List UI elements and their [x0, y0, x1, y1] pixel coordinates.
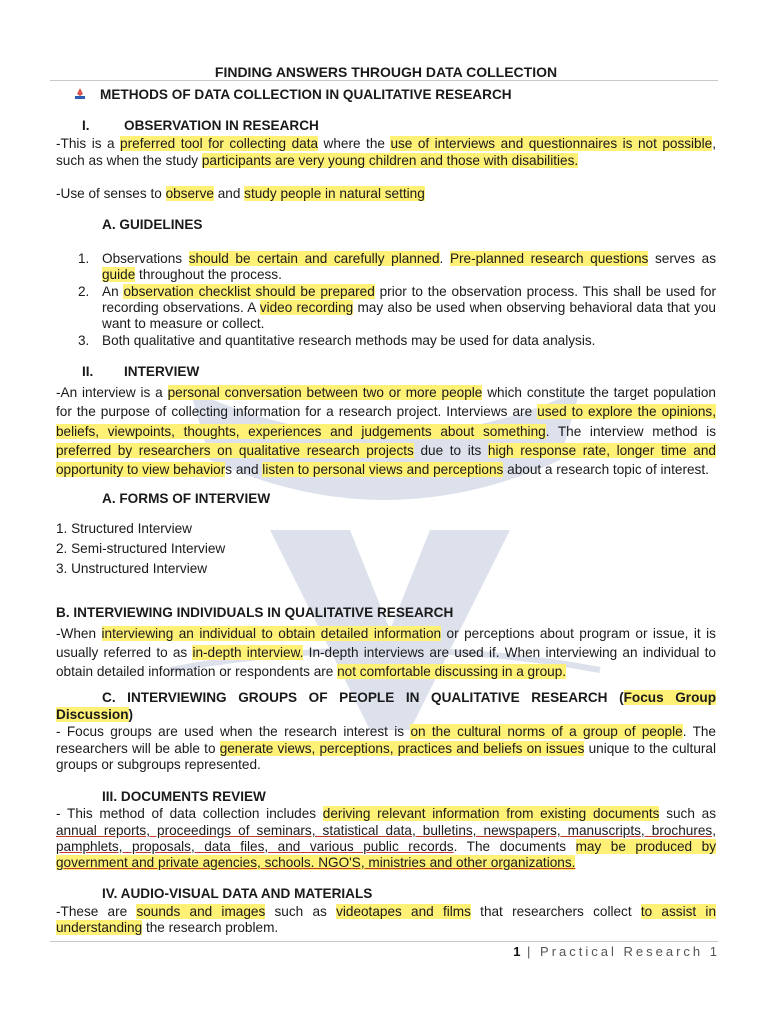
individuals-heading: B. INTERVIEWING INDIVIDUALS IN QUALITATIVE RESEARCH — [56, 605, 454, 620]
guideline-1-line2: guide throughout the process. — [102, 267, 282, 282]
individuals-line1: -When interviewing an individual to obtain detailed information or perceptions about program or issue, it is — [56, 626, 716, 641]
groups-line1: - Focus groups are used when the research interest is on the cultural norms of a group of people. The — [56, 724, 716, 739]
documents-line4: government and private agencies, schools. NGO'S, ministries and other organizations. — [56, 855, 576, 870]
page-footer — [513, 944, 720, 959]
audiovisual-line2: understanding the research problem. — [56, 920, 279, 935]
documents-line2: annual reports, proceedings of seminars, statistical data, bulletins, newspapers, manuscripts, brochures, — [56, 823, 716, 838]
guideline-2-line1: An observation checklist should be prepared prior to the observation process. This shall be used for — [102, 284, 716, 299]
interview-line5: opportunity to view behaviors and listen to personal views and perceptions about a research topic of interest. — [56, 462, 709, 477]
guideline-1-line1: Observations should be certain and carefully planned. Pre-planned research questions serves as — [102, 251, 716, 266]
interview-line4: preferred by researchers on qualitative research projects due to its high response rate, longer time and — [56, 443, 716, 458]
pin-icon — [74, 88, 86, 100]
form-item-2: 2. Semi-structured Interview — [56, 541, 226, 556]
observation-p2: -Use of senses to observe and study people in natural setting — [56, 186, 425, 201]
interview-heading — [56, 364, 716, 380]
groups-line2: researchers will be able to generate views, perceptions, practices and beliefs on issues unique to the cultural — [56, 741, 716, 756]
documents-heading: III. DOCUMENTS REVIEW — [102, 789, 266, 804]
guideline-2-num: 2. — [78, 284, 90, 299]
interview-heading-text: INTERVIEW — [124, 364, 200, 379]
documents-line3: pamphlets, proposals, data files, and various public records. The documents may be produced by — [56, 839, 716, 854]
footer-text: Practical Research 1 — [540, 944, 720, 959]
audiovisual-line1: -These are sounds and images such as videotapes and films that researchers collect to assist in — [56, 904, 717, 919]
guideline-1-num: 1. — [78, 251, 90, 266]
observation-heading-text: OBSERVATION IN RESEARCH — [124, 118, 319, 133]
observation-num: I. — [82, 118, 90, 133]
guideline-2-line2: recording observations. A video recording may also be used when observing behavioral data that you — [102, 300, 716, 315]
groups-heading-line1: C. INTERVIEWING GROUPS OF PEOPLE IN QUALITATIVE RESEARCH (Focus Group — [102, 690, 716, 705]
guideline-3-num: 3. — [78, 333, 90, 348]
guidelines-heading: A. GUIDELINES — [102, 217, 203, 232]
interview-num: II. — [82, 364, 94, 379]
groups-line3: groups or subgroups represented. — [56, 757, 261, 772]
interview-line3: beliefs, viewpoints, thoughts, experiences and judgements about something. The interview method is — [56, 424, 716, 439]
audiovisual-heading: IV. AUDIO-VISUAL DATA AND MATERIALS — [102, 886, 373, 901]
guideline-3: Both qualitative and quantitative research methods may be used for data analysis. — [102, 333, 596, 348]
documents-line1: - This method of data collection includes deriving relevant information from existing documents such as — [56, 806, 717, 821]
main-heading-text: METHODS OF DATA COLLECTION IN QUALITATIVE RESEARCH — [100, 87, 512, 102]
page-number: 1 — [513, 944, 521, 959]
main-heading — [74, 87, 734, 103]
forms-heading: A. FORMS OF INTERVIEW — [102, 491, 271, 506]
observation-heading — [56, 118, 716, 134]
interview-line2: for the purpose of collecting information for a research project. Interviews are used to explore the opinions, — [56, 404, 716, 419]
interview-line1: -An interview is a personal conversation between two or more people which constitute the target population — [56, 385, 716, 400]
observation-p1-line1: -This is a preferred tool for collecting data where the use of interviews and questionnaires is not possible, — [56, 136, 716, 151]
form-item-1: 1. Structured Interview — [56, 521, 192, 536]
individuals-line2: usually referred to as in-depth interview. In-depth interviews are used if. When interviewing an individual to — [56, 645, 716, 660]
page-title: FINDING ANSWERS THROUGH DATA COLLECTION — [214, 64, 558, 80]
form-item-3: 3. Unstructured Interview — [56, 561, 208, 576]
individuals-line3: obtain detailed information or respondents are not comfortable discussing in a group. — [56, 664, 567, 679]
guideline-2-line3: want to measure or collect. — [102, 316, 265, 331]
observation-p1-line2: such as when the study participants are very young children and those with disabilities. — [56, 153, 579, 168]
footer-separator: | — [520, 944, 541, 959]
groups-heading-line2: Discussion) — [56, 707, 134, 722]
